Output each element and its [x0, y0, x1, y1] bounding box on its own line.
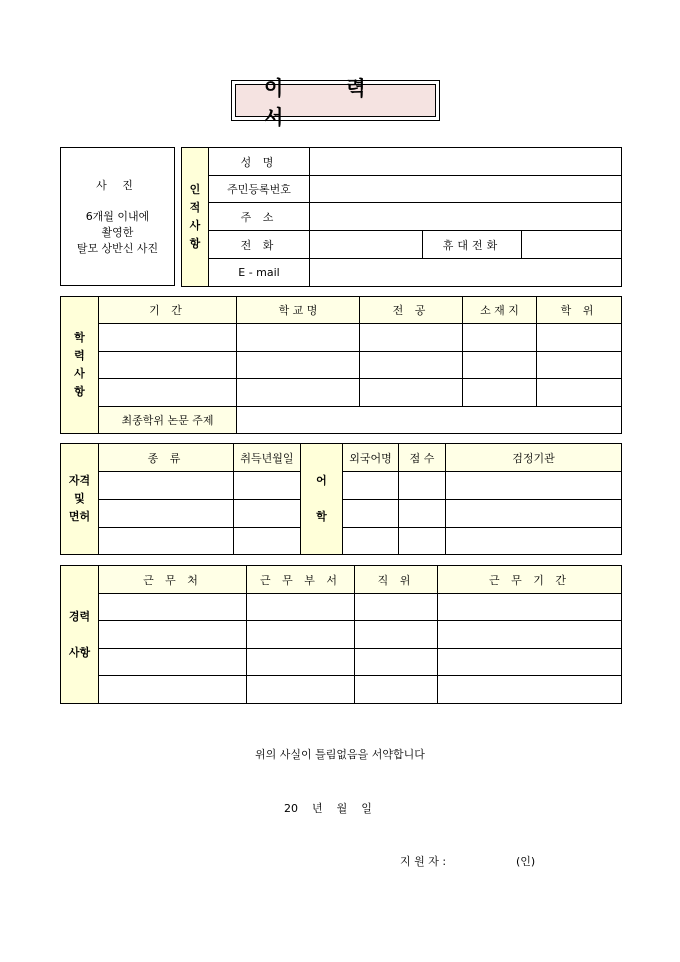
table-row: [61, 324, 622, 352]
table-cell[interactable]: [99, 324, 237, 352]
table-cell[interactable]: [99, 472, 234, 500]
table-cell[interactable]: [463, 352, 537, 379]
table-cell[interactable]: [99, 676, 247, 704]
pledge-text: 위의 사실이 틀림없음을 서약합니다: [255, 748, 425, 761]
table-cell[interactable]: [399, 500, 446, 528]
photo-box[interactable]: [60, 147, 175, 286]
table-cell[interactable]: [438, 594, 622, 621]
table-cell[interactable]: [99, 621, 247, 649]
table-cell[interactable]: [355, 649, 438, 676]
table-cell[interactable]: [360, 324, 463, 352]
career-section-text: 경력 사항: [68, 609, 91, 659]
table-cell[interactable]: [463, 379, 537, 407]
table-cell[interactable]: [99, 528, 234, 555]
signature-line[interactable]: 지 원 자 : (인): [400, 855, 536, 868]
table-row: [61, 594, 622, 621]
language-header-agency: 검정기관: [446, 444, 622, 472]
photo-note-1: 6개월 이내에: [85, 209, 150, 223]
table-cell[interactable]: [234, 528, 301, 555]
table-cell[interactable]: [99, 379, 237, 407]
table-cell[interactable]: [438, 621, 622, 649]
language-header-name: 외국어명: [343, 444, 399, 472]
table-cell[interactable]: [360, 352, 463, 379]
edu-header-period: 기 간: [99, 297, 237, 324]
table-cell[interactable]: [247, 621, 355, 649]
edu-header-major: 전 공: [360, 297, 463, 324]
mobile-field[interactable]: [522, 231, 622, 259]
education-table: [60, 296, 622, 434]
table-row: [61, 621, 622, 649]
personal-section-text: 인 적 사 항: [189, 183, 201, 250]
table-cell[interactable]: [355, 594, 438, 621]
table-cell[interactable]: [343, 472, 399, 500]
address-label: 주 소: [209, 203, 310, 231]
table-cell[interactable]: [234, 472, 301, 500]
career-header-company: 근 무 처: [99, 566, 247, 594]
license-table: [60, 443, 622, 555]
table-cell[interactable]: [537, 324, 622, 352]
license-section-label: [61, 444, 99, 555]
table-cell[interactable]: [446, 500, 622, 528]
edu-header-school: 학 교 명: [237, 297, 360, 324]
table-cell[interactable]: [237, 324, 360, 352]
phone-label: 전 화: [209, 231, 310, 259]
language-section-text: 어 학: [316, 474, 327, 523]
address-field[interactable]: [310, 203, 622, 231]
name-label: 성 명: [209, 148, 310, 176]
education-section-text: 학 력 사 항: [74, 331, 85, 398]
table-cell[interactable]: [438, 649, 622, 676]
photo-caption: 사 진: [96, 178, 139, 192]
language-header-score: 점 수: [399, 444, 446, 472]
career-section-label: [61, 566, 99, 704]
table-cell[interactable]: [343, 500, 399, 528]
edu-header-location: 소 재 지: [463, 297, 537, 324]
personal-section-label: [182, 148, 209, 287]
photo-note-3: 탈모 상반신 사진: [76, 241, 159, 255]
table-cell[interactable]: [99, 500, 234, 528]
email-field[interactable]: [310, 259, 622, 287]
career-header-position: 직 위: [355, 566, 438, 594]
table-cell[interactable]: [399, 472, 446, 500]
table-cell[interactable]: [247, 594, 355, 621]
table-cell[interactable]: [446, 528, 622, 555]
document-title: 이 력 서: [235, 84, 436, 117]
table-row: [61, 649, 622, 676]
table-row: [61, 676, 622, 704]
phone-field[interactable]: [310, 231, 423, 259]
table-cell[interactable]: [99, 352, 237, 379]
table-cell[interactable]: [237, 352, 360, 379]
table-cell[interactable]: [355, 676, 438, 704]
rrn-field[interactable]: [310, 176, 622, 203]
table-row: [61, 352, 622, 379]
education-section-label: [61, 297, 99, 434]
personal-info-table: [181, 147, 622, 287]
table-cell[interactable]: [537, 352, 622, 379]
license-header-type: 종 류: [99, 444, 234, 472]
table-cell[interactable]: [99, 649, 247, 676]
email-label: E - mail: [209, 259, 310, 287]
rrn-label: 주민등록번호: [209, 176, 310, 203]
table-cell[interactable]: [355, 621, 438, 649]
table-cell[interactable]: [99, 594, 247, 621]
table-cell[interactable]: [537, 379, 622, 407]
career-table: [60, 565, 622, 704]
table-cell[interactable]: [247, 649, 355, 676]
license-header-date: 취득년월일: [234, 444, 301, 472]
title-frame: [231, 75, 440, 129]
photo-note-2: 촬영한: [101, 225, 134, 239]
table-row: [61, 379, 622, 407]
career-header-period: 근 무 기 간: [438, 566, 622, 594]
date-line[interactable]: 20 년 월 일: [284, 802, 372, 815]
language-section-label: [301, 444, 343, 555]
table-cell[interactable]: [463, 324, 537, 352]
table-cell[interactable]: [343, 528, 399, 555]
license-section-text: 자격 및 면허: [68, 474, 91, 523]
career-header-dept: 근 무 부 서: [247, 566, 355, 594]
mobile-label: 휴대전화: [423, 231, 522, 259]
thesis-field[interactable]: [237, 407, 622, 434]
thesis-label: 최종학위 논문 주제: [99, 407, 237, 434]
table-cell[interactable]: [360, 379, 463, 407]
table-cell[interactable]: [446, 472, 622, 500]
table-cell[interactable]: [237, 379, 360, 407]
table-cell[interactable]: [399, 528, 446, 555]
name-field[interactable]: [310, 148, 622, 176]
table-cell[interactable]: [438, 676, 622, 704]
table-cell[interactable]: [234, 500, 301, 528]
edu-header-degree: 학 위: [537, 297, 622, 324]
table-cell[interactable]: [247, 676, 355, 704]
